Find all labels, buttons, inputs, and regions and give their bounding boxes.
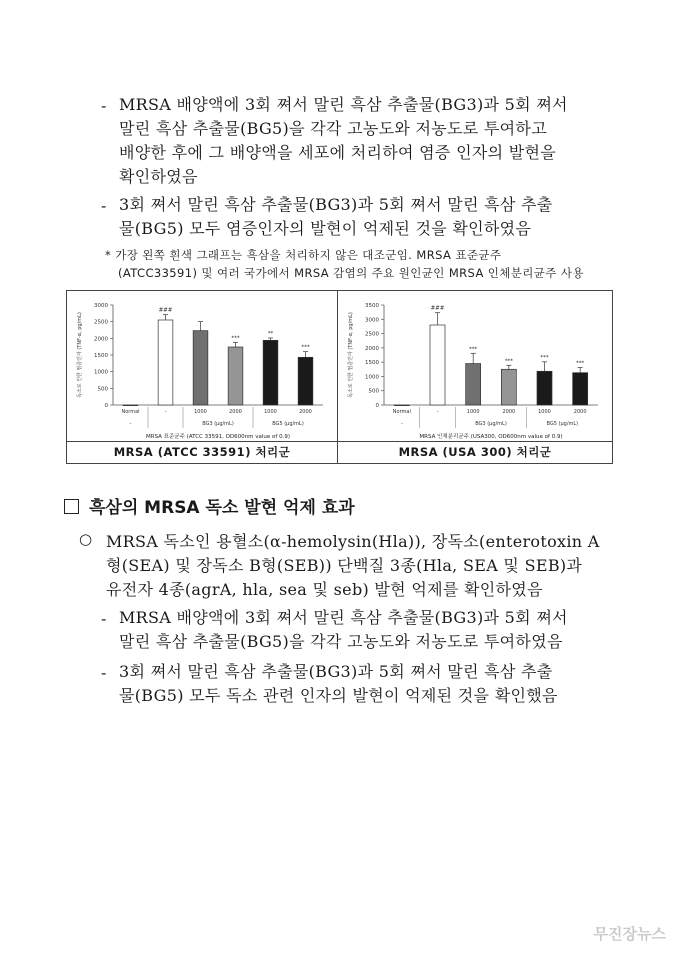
y-tick-label: 2500 bbox=[365, 331, 379, 338]
bar bbox=[123, 405, 138, 406]
text-line: 형(SEA) 및 장독소 B형(SEB)) 단백질 3종(Hla, SEA 및 SEB)과 bbox=[106, 556, 583, 575]
x-tick-label: Normal bbox=[392, 409, 411, 415]
text-line: MRSA 배양액에 3회 쪄서 말린 흑삼 추출물(BG3)과 5회 쪄서 bbox=[119, 608, 568, 627]
y-axis-label: 독소로 인한 염증인자 (TNF-α, pg/mL) bbox=[77, 312, 83, 398]
group-label: BG5 (µg/mL) bbox=[272, 421, 304, 427]
significance-mark: *** bbox=[301, 344, 310, 351]
x-axis-label: MRSA 인체분리균주 (USA300, OD600nm value of 0.9) bbox=[419, 434, 563, 440]
bar bbox=[466, 364, 481, 405]
significance-mark: ### bbox=[430, 305, 445, 312]
y-tick-label: 3500 bbox=[365, 303, 379, 309]
x-tick-label: - bbox=[164, 409, 167, 415]
y-tick-label: 1000 bbox=[365, 374, 379, 381]
y-tick-label: 2000 bbox=[94, 336, 108, 343]
watermark-logo: 무진장뉴스 bbox=[593, 925, 666, 943]
section2-heading bbox=[64, 493, 355, 518]
bar bbox=[158, 320, 173, 405]
bar bbox=[430, 325, 445, 405]
text-line: 유전자 4종(agrA, hla, sea 및 seb) 발현 억제를 확인하였음 bbox=[106, 580, 543, 599]
y-tick-label: 3000 bbox=[365, 317, 379, 324]
left-chart-cell bbox=[67, 291, 337, 441]
section1-bullet1 bbox=[119, 93, 568, 189]
right-caption: MRSA (USA 300) 처리군 bbox=[398, 445, 552, 459]
text-line: 물(BG5) 모두 독소 관련 인자의 발현이 억제된 것을 확인했음 bbox=[119, 686, 558, 705]
x-tick-label: 2000 bbox=[573, 409, 587, 415]
significance-mark: *** bbox=[469, 346, 478, 353]
bar bbox=[573, 373, 588, 405]
y-tick-label: 2500 bbox=[94, 319, 108, 326]
right-chart-cell bbox=[338, 291, 612, 441]
y-tick-label: 1000 bbox=[94, 369, 108, 376]
text-line: MRSA 배양액에 3회 쪄서 말린 흑삼 추출물(BG3)과 5회 쪄서 bbox=[119, 95, 568, 114]
figure-table bbox=[66, 290, 613, 464]
y-axis-label: 독소로 인한 염증인자 (TNF-α, pg/mL) bbox=[348, 312, 354, 398]
significance-mark: *** bbox=[540, 354, 549, 361]
x-tick-label: 2000 bbox=[502, 409, 516, 415]
text-line: 3회 쪄서 말린 흑삼 추출물(BG3)과 5회 쪄서 말린 흑삼 추출 bbox=[119, 195, 553, 214]
section2-bullet2 bbox=[119, 660, 558, 708]
group-label: - bbox=[400, 421, 403, 427]
left-bar-chart bbox=[67, 291, 337, 441]
x-tick-label: 2000 bbox=[229, 409, 242, 415]
bar bbox=[228, 347, 243, 405]
circle-bullet-icon: ○ bbox=[79, 530, 93, 548]
note-line: (ATCC33591) 및 여러 국가에서 MRSA 감염의 주요 원인균인 MRSA 인체분리균주 사용 bbox=[118, 266, 584, 280]
x-tick-label: 1000 bbox=[264, 409, 277, 415]
bar bbox=[298, 357, 313, 405]
dash-bullet: - bbox=[101, 609, 107, 628]
text-line: 확인하였음 bbox=[119, 167, 198, 186]
y-tick-label: 0 bbox=[104, 403, 108, 409]
bar bbox=[501, 369, 516, 405]
y-tick-label: 500 bbox=[368, 388, 379, 395]
significance-mark: *** bbox=[231, 335, 240, 342]
x-tick-label: 1000 bbox=[538, 409, 551, 415]
y-tick-label: 3000 bbox=[94, 303, 108, 309]
section2-bullet1 bbox=[119, 606, 568, 654]
bar bbox=[263, 340, 278, 405]
x-axis-label: MRSA 표준균주 (ATCC 33591, OD600nm value of 0.9) bbox=[146, 434, 290, 440]
bar bbox=[193, 331, 208, 405]
significance-mark: ### bbox=[158, 307, 173, 314]
group-label: BG3 (µg/mL) bbox=[202, 421, 234, 427]
bar bbox=[537, 371, 552, 405]
bar bbox=[394, 405, 409, 406]
text-line: 3회 쪄서 말린 흑삼 추출물(BG3)과 5회 쪄서 말린 흑삼 추출 bbox=[119, 662, 553, 681]
group-label: BG3 (µg/mL) bbox=[475, 421, 507, 427]
right-bar-chart bbox=[338, 291, 612, 441]
heading-text: 흑삼의 MRSA 독소 발현 억제 효과 bbox=[89, 498, 355, 518]
significance-mark: ** bbox=[267, 331, 274, 337]
group-label: - bbox=[129, 421, 132, 427]
x-tick-label: 1000 bbox=[194, 409, 207, 415]
x-tick-label: Normal bbox=[121, 409, 140, 415]
y-tick-label: 500 bbox=[97, 386, 108, 393]
significance-mark: *** bbox=[576, 360, 585, 367]
checkbox-square-icon bbox=[64, 499, 79, 514]
text-line: 물(BG5) 모두 염증인자의 발현이 억제된 것을 확인하였음 bbox=[119, 219, 532, 238]
x-tick-label: 2000 bbox=[299, 409, 312, 415]
text-line: 배양한 후에 그 배양액을 세포에 처리하여 염증 인자의 발현을 bbox=[119, 143, 556, 162]
y-tick-label: 2000 bbox=[365, 345, 379, 352]
significance-mark: *** bbox=[504, 358, 513, 365]
group-label: BG5 (µg/mL) bbox=[546, 421, 579, 427]
x-tick-label: - bbox=[436, 409, 439, 415]
y-tick-label: 0 bbox=[375, 403, 379, 409]
note-line: * 가장 왼쪽 흰색 그래프는 흑삼을 처리하지 않은 대조군임. MRSA 표준균주 bbox=[105, 248, 502, 262]
dash-bullet: - bbox=[101, 663, 107, 682]
y-tick-label: 1500 bbox=[365, 360, 379, 367]
left-caption: MRSA (ATCC 33591) 처리군 bbox=[113, 445, 291, 459]
text-line: MRSA 독소인 용혈소(α-hemolysin(Hla)), 장독소(enterotoxin A bbox=[106, 532, 600, 551]
figure-note bbox=[105, 246, 584, 282]
text-line: 말린 흑삼 추출물(BG5)을 각각 고농도와 저농도로 투여하고 bbox=[119, 119, 547, 138]
section1-bullet2 bbox=[119, 193, 553, 241]
x-tick-label: 1000 bbox=[466, 409, 480, 415]
section2-circle-item bbox=[106, 530, 600, 602]
dash-bullet: - bbox=[101, 196, 107, 215]
caption-row bbox=[67, 441, 612, 463]
text-line: 말린 흑삼 추출물(BG5)을 각각 고농도와 저농도로 투여하였음 bbox=[119, 632, 563, 651]
dash-bullet: - bbox=[101, 96, 107, 115]
y-tick-label: 1500 bbox=[94, 353, 108, 359]
